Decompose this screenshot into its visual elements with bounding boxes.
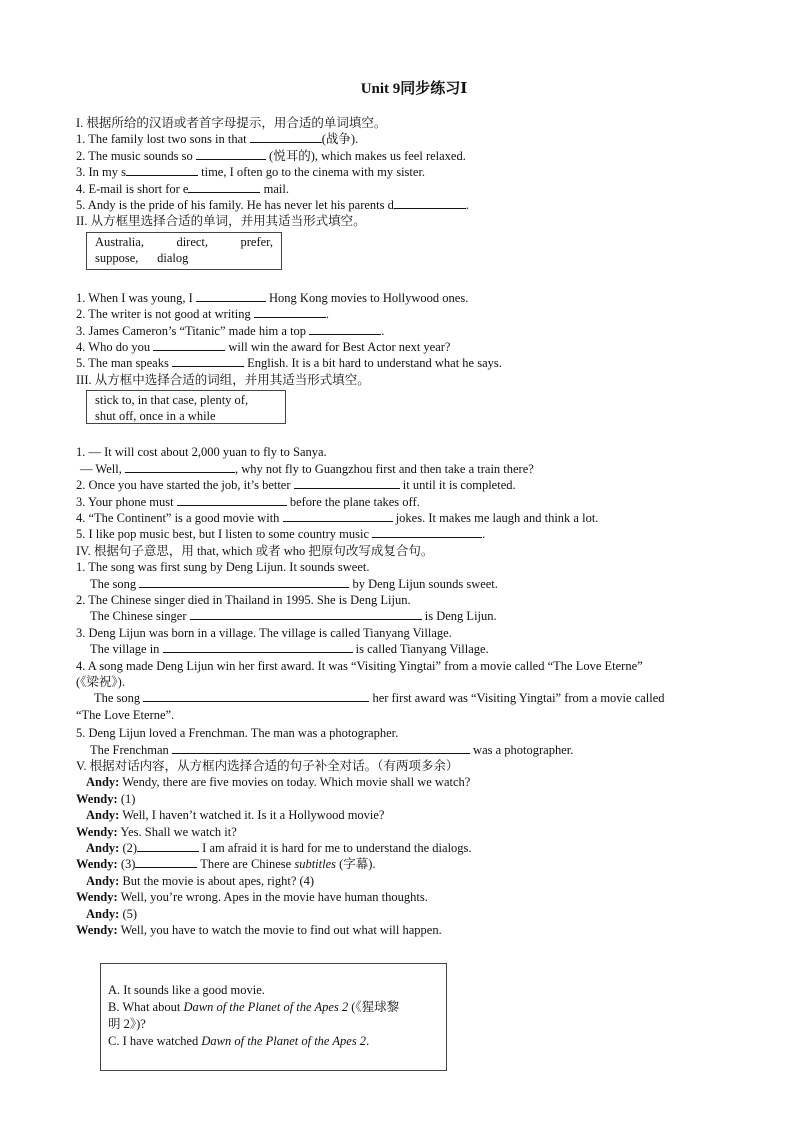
page-title: Unit 9同步练习Ⅰ [360, 81, 468, 97]
answer-blank[interactable] [126, 164, 198, 176]
s3-question-5: 5. I like pop music best, but I listen to some country music . [76, 527, 486, 542]
dialog-line-1: Andy: Wendy, there are five movies on today. Which movie shall we watch? [86, 775, 471, 790]
s2-question-4: 4. Who do you will win the award for Best Actor next year? [76, 340, 451, 355]
answer-blank[interactable] [294, 477, 400, 489]
s3-question-2: 2. Once you have started the job, it’s better it until it is completed. [76, 478, 516, 493]
speaker-wendy: Wendy: [76, 923, 118, 938]
answer-blank[interactable] [172, 742, 470, 754]
phrase-bank-box [86, 390, 286, 424]
s4-question-1-rewrite: The song by Deng Lijun sounds sweet. [90, 576, 498, 591]
dialog-line-2: Wendy: (1) [76, 791, 136, 806]
word-bank-box [86, 232, 282, 270]
answer-blank[interactable] [190, 608, 422, 620]
speaker-wendy: Wendy: [76, 824, 118, 839]
worksheet-body [76, 115, 736, 938]
section-4-heading: IV. 根据句子意思，用 that, which 或者 who 把原句改写成复合句。 [76, 543, 434, 558]
answer-blank[interactable] [250, 131, 322, 143]
option-b-cont: 明 2》)? [108, 1017, 146, 1031]
dialog-line-8: Wendy: Well, you’re wrong. Apes in the movie have human thoughts. [76, 890, 428, 905]
options-box [100, 963, 447, 1071]
s4-question-5-sentence: 5. Deng Lijun loved a Frenchman. The man was a photographer. [76, 726, 399, 741]
s4-question-4-sentence: 4. A song made Deng Lijun win her first award. It was “Visiting Yingtai” from a movie called “The Love Eterne” [76, 658, 643, 673]
option-b: B. What about Dawn of the Planet of the Apes 2 (《猩球黎 [108, 1000, 400, 1014]
answer-blank[interactable] [125, 461, 235, 473]
word-bank-item: prefer, [240, 234, 273, 249]
s2-question-3: 3. James Cameron’s “Titanic” made him a top . [76, 323, 385, 338]
answer-blank[interactable] [172, 355, 244, 367]
dialog-line-5: Andy: (2) I am afraid it is hard for me to understand the dialogs. [86, 841, 472, 856]
s2-question-5: 5. The man speaks English. It is a bit hard to understand what he says. [76, 356, 502, 371]
s4-question-5-rewrite: The Frenchman was a photographer. [90, 742, 574, 757]
answer-blank[interactable] [196, 290, 266, 302]
answer-blank[interactable] [372, 526, 482, 538]
dialog-line-7: Andy: But the movie is about apes, right? (4) [86, 873, 315, 888]
s3-question-3: 3. Your phone must before the plane takes off. [76, 494, 420, 509]
s1-question-1: 1. The family lost two sons in that (战争). [76, 132, 359, 147]
section-5-heading: V. 根据对话内容，从方框内选择合适的句子补全对话。（有两项多余） [76, 759, 459, 773]
speaker-andy: Andy: [86, 906, 120, 921]
speaker-andy: Andy: [86, 808, 120, 823]
answer-blank[interactable] [137, 840, 199, 852]
s4-question-4-rewrite-cont: “The Love Eterne”. [76, 707, 175, 722]
s3-question-1-answer: — Well, , why not fly to Guangzhou first and then take a train there? [80, 461, 534, 476]
phrase-bank-line: shut off, once in a while [95, 409, 216, 424]
answer-blank[interactable] [394, 197, 466, 209]
s3-question-1-prompt: 1. — It will cost about 2,000 yuan to fly to Sanya. [76, 445, 327, 460]
section-3-heading: III. 从方框中选择合适的词组，并用其适当形式填空。 [76, 372, 370, 387]
phrase-bank-line: stick to, in that case, plenty of, [95, 393, 249, 408]
s4-question-3-sentence: 3. Deng Lijun was born in a village. The village is called Tianyang Village. [76, 625, 452, 640]
dialog-line-9: Andy: (5) [86, 906, 138, 921]
section-2-heading: II. 从方框里选择合适的单词，并用其适当形式填空。 [76, 214, 366, 229]
word-bank-item: direct, [176, 234, 209, 249]
option-c: C. I have watched Dawn of the Planet of the Apes 2. [108, 1034, 370, 1048]
dialog-line-10: Wendy: Well, you have to watch the movie to find out what will happen. [76, 923, 442, 938]
answer-blank[interactable] [309, 323, 381, 335]
answer-blank[interactable] [143, 690, 369, 702]
answer-blank[interactable] [196, 148, 266, 160]
s1-question-4: 4. E-mail is short for e mail. [76, 181, 289, 196]
word-bank-item: suppose, dialog [95, 250, 189, 265]
s4-question-3-rewrite: The village in is called Tianyang Village. [90, 642, 489, 657]
dialog-line-6: Wendy: (3) There are Chinese subtitles (字幕). [76, 857, 376, 872]
s1-question-2: 2. The music sounds so (悦耳的), which makes us feel relaxed. [76, 148, 466, 163]
speaker-wendy: Wendy: [76, 857, 118, 872]
answer-blank[interactable] [163, 641, 353, 653]
speaker-andy: Andy: [86, 841, 120, 856]
speaker-andy: Andy: [86, 775, 120, 790]
s4-question-4-rewrite: The song her first award was “Visiting Yingtai” from a movie called [94, 691, 665, 706]
s4-question-4-sentence-cont: (《梁祝》). [76, 674, 125, 689]
dialog-line-4: Wendy: Yes. Shall we watch it? [76, 824, 237, 839]
s4-question-2-sentence: 2. The Chinese singer died in Thailand in 1995. She is Deng Lijun. [76, 592, 411, 607]
section-1-heading: I. 根据所给的汉语或者首字母提示，用合适的单词填空。 [76, 116, 387, 130]
s2-question-2: 2. The writer is not good at writing . [76, 307, 329, 322]
answer-blank[interactable] [139, 576, 349, 588]
answer-blank[interactable] [153, 339, 225, 351]
speaker-andy: Andy: [86, 873, 120, 888]
s1-question-5: 5. Andy is the pride of his family. He has never let his parents d . [76, 198, 469, 213]
speaker-wendy: Wendy: [76, 791, 118, 806]
s3-question-4: 4. “The Continent” is a good movie with jokes. It makes me laugh and think a lot. [76, 510, 599, 525]
dialog-line-3: Andy: Well, I haven’t watched it. Is it a Hollywood movie? [86, 808, 385, 823]
s2-question-1: 1. When I was young, I Hong Kong movies to Hollywood ones. [76, 290, 469, 305]
s4-question-1-sentence: 1. The song was first sung by Deng Lijun. It sounds sweet. [76, 560, 370, 575]
answer-blank[interactable] [177, 494, 287, 506]
answer-blank[interactable] [254, 306, 326, 318]
option-a: A. It sounds like a good movie. [108, 983, 265, 997]
s1-question-3: 3. In my s time, I often go to the cinema with my sister. [76, 165, 426, 180]
s4-question-2-rewrite: The Chinese singer is Deng Lijun. [90, 609, 497, 624]
answer-blank[interactable] [135, 856, 197, 868]
word-bank-item: Australia, [95, 234, 144, 249]
answer-blank[interactable] [188, 181, 260, 193]
answer-blank[interactable] [283, 510, 393, 522]
speaker-wendy: Wendy: [76, 890, 118, 905]
